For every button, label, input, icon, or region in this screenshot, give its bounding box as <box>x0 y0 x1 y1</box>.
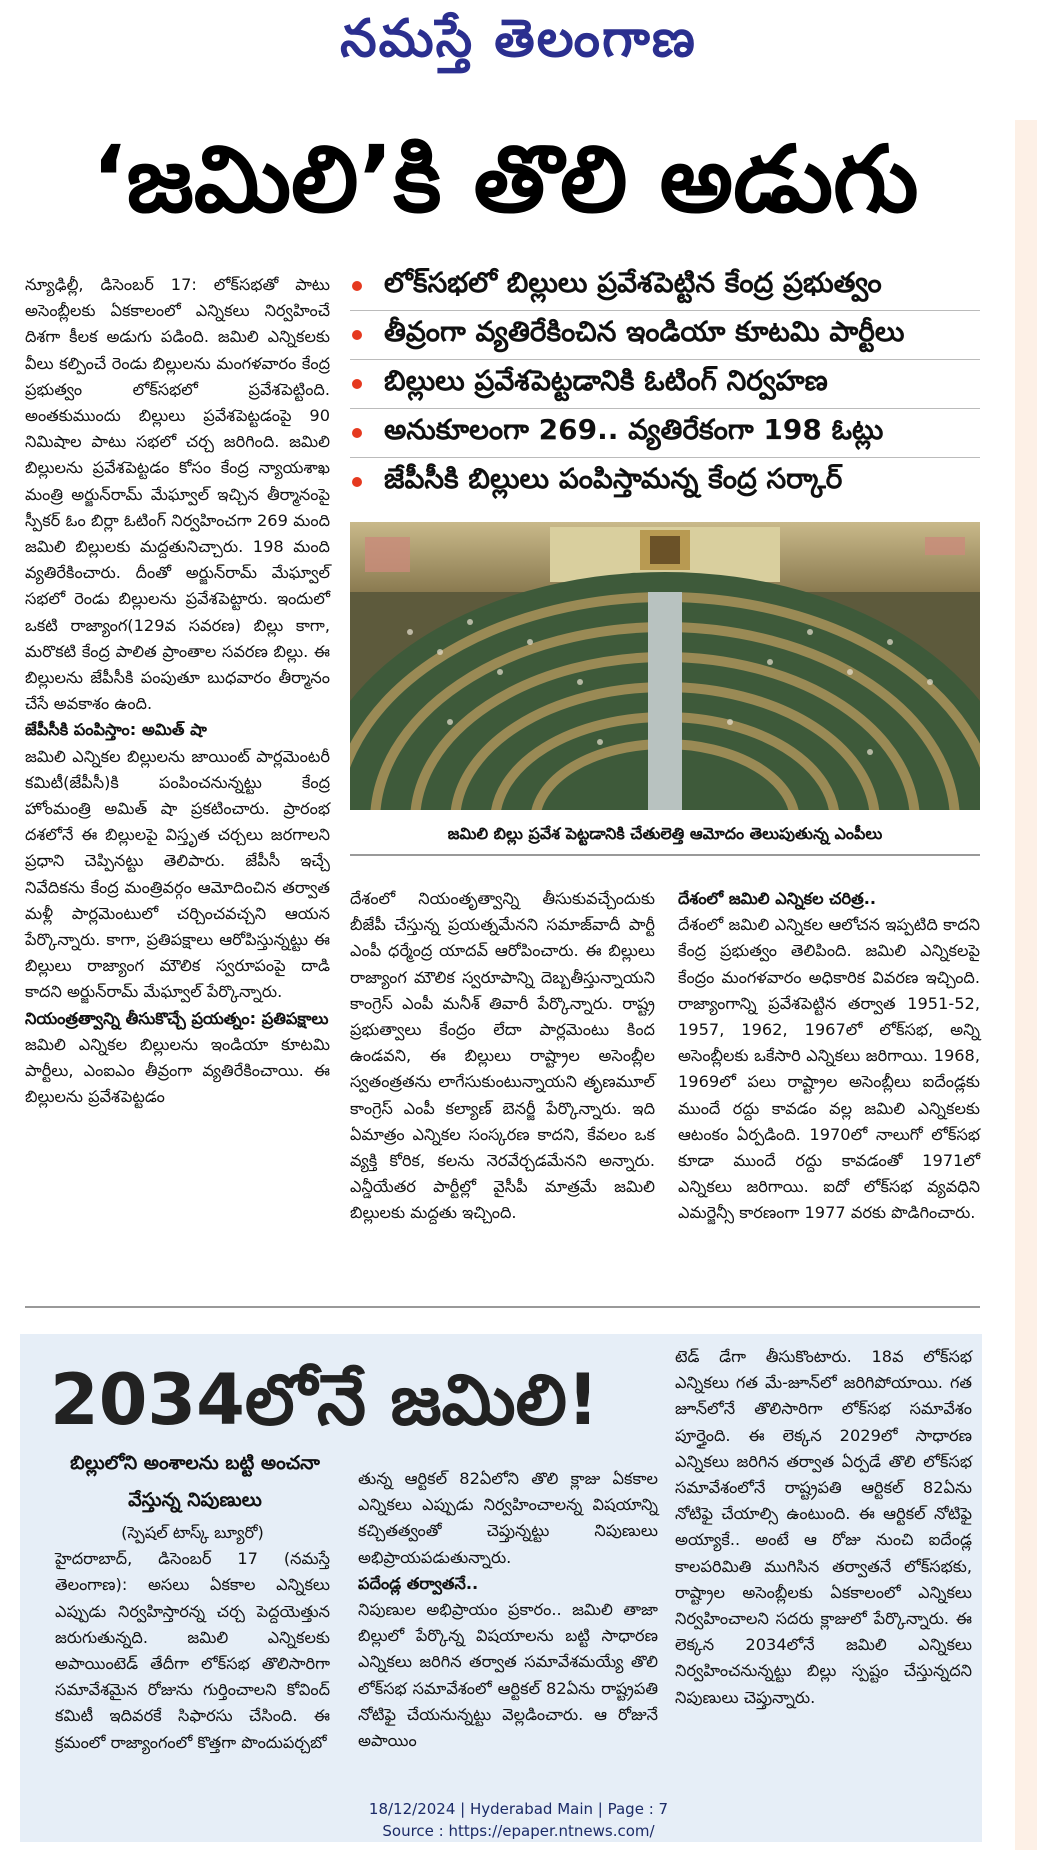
photo-caption: జమిలి బిల్లు ప్రవేశ పెట్టడానికి చేతులెత్తి ఆమోదం తెలుపుతున్న ఎంపీలు <box>350 814 980 856</box>
headline: ‘జమిలి’కి తొలి అడుగు <box>91 126 919 233</box>
highlight-item: లోక్‌సభలో బిల్లులు ప్రవేశపెట్టిన కేంద్ర ప్రభుత్వం <box>350 262 980 311</box>
bullet-dot-icon <box>352 477 362 487</box>
highlight-item: తీవ్రంగా వ్యతిరేకించిన ఇండియా కూటమి పార్టీలు <box>350 311 980 360</box>
box-subheadline: బిల్లులోని అంశాలను బట్టి అంచనా వేస్తున్న నిపుణులు <box>70 1452 320 1511</box>
right-paragraph-1: దేశంలో జమిలి ఎన్నికల ఆలోచన ఇప్పటిది కాదని కేంద్ర ప్రభుత్వం తెలిపింది. జమిలి ఎన్నికలపై కేంద్రం మంగళవారం అధికారిక వివరణ ఇచ్చింది. రాజ్యాంగాన్ని ప్రవేశపెట్టిన తర్వాత 1951-52, 1957, 1962, 1967లో లోక్‌సభ, అన్ని అసెంబ్లీలకు ఒకేసారి ఎన్నికలు జరిగాయి. 1968, 1969లో పలు రాష్ట్రాల అసెంబ్లీలు ఐదేండ్లకు ముందే రద్దు కావడం వల్ల జమిలి ఎన్నికలకు ఆటంకం ఏర్పడింది. 1970లో నాలుగో లోక్‌సభ కూడా ముందే రద్దు కావడంతో 1971లో ఎన్నికలు జరిగాయి. ఐదో లోక్‌సభ వ్యవధిని ఎమర్జెన్సీ కారణంగా 1977 వరకు పొడిగించారు. <box>678 915 980 1223</box>
box-column-3 <box>675 1344 972 1711</box>
right-subhead-1: దేశంలో జమిలి ఎన్నికల చరిత్ర.. <box>678 889 877 908</box>
box-col2-paragraph-2: నిపుణుల అభిప్రాయం ప్రకారం.. జమిలి తాజా బిల్లులో పేర్కొన్న విషయాలను బట్టి సాధారణ ఎన్నికలు జరిగిన తర్వాత సమావేశమయ్యే తొలి లోక్‌సభ సమావేశంలో ఆర్టికల్ 82ఏను రాష్ట్రపతి నోటిఫై చేయనున్నట్టు వెల్లడించారు. ఆ రోజునే అపాయిం <box>358 1600 658 1751</box>
left-paragraph-1: న్యూఢిల్లీ, డిసెంబర్ 17: లోక్‌సభతో పాటు అసెంబ్లీలకు ఏకకాలంలో ఎన్నికలు నిర్వహించే దిశగా కీలక అడుగు పడింది. జమిలి ఎన్నికలకు వీలు కల్పించే రెండు బిల్లులను మంగళవారం కేంద్ర ప్రభుత్వం లోక్‌సభలో ప్రవేశపెట్టింది. అంతకుముందు బిల్లులు ప్రవేశపెట్టడంపై 90 నిమిషాల పాటు సభలో చర్చ జరిగింది. జమిలి బిల్లులను ప్రవేశపెట్టడం కోసం కేంద్ర న్యాయశాఖ మంత్రి అర్జున్‌రామ్ మేఘ్వాల్ ఇచ్చిన తీర్మానంపై స్పీకర్ ఓం బిర్లా ఓటింగ్ నిర్వహించగా 269 మంది జమిలి బిల్లులకు మద్దతునిచ్చారు. 198 మంది వ్యతిరేకించారు. దీంతో అర్జున్‌రామ్ మేఘ్వాల్ సభలో రెండు బిల్లులను ప్రవేశపెట్టారు. ఇందులో ఒకటి రాజ్యాంగ(129వ సవరణ) బిల్లు కాగా, మరొకటి కేంద్ర పాలిత ప్రాంతాల సవరణ బిల్లు. ఈ బిల్లులను జేపీసీకి పంపుతూ బుధవారం తీర్మానం చేసే అవకాశం ఉంది. <box>25 275 330 714</box>
section-divider <box>25 1306 980 1308</box>
bullet-dot-icon <box>352 428 362 438</box>
box-col3-paragraph: టెడ్ డేగా తీసుకొంటారు. 18వ లోక్‌సభ ఎన్నికలు గత మే-జూన్‌లో జరిగిపోయాయి. గత జూన్‌లోనే తొలిసారిగా లోక్‌సభ సమావేశం పూర్తైంది. ఈ లెక్కన 2029లో సాధారణ ఎన్నికలు జరిగిన తర్వాత ఏర్పడే తొలి లోక్‌సభ సమావేశంలోనే రాష్ట్రపతి ఆర్టికల్ 82ఏను నోటిఫై చేయాల్సి ఉంటుంది. ఈ ఆర్టికల్ నోటిఫై అయ్యాకే.. అంటే ఆ రోజు నుంచి ఐదేండ్ల కాలపరిమితి ముగిసిన తర్వాతనే లోక్‌సభకు, రాష్ట్రాల అసెంబ్లీలకు ఏకకాలంలో ఎన్నికలు నిర్వహించాలని సదరు క్లాజులో పేర్కొన్నారు. ఈ లెక్కన 2034లోనే జమిలి ఎన్నికలు నిర్వహించనున్నట్టు బిల్లు స్పష్టం చేస్తున్నదని నిపుణులు చెప్తున్నారు. <box>675 1347 972 1707</box>
footer-edition-line: 18/12/2024 | Hyderabad Main | Page : 7 <box>368 1800 669 1818</box>
box-col1-paragraph: హైదరాబాద్, డిసెంబర్ 17 (నమస్తే తెలంగాణ): అసలు ఏకకాల ఎన్నికలు ఎప్పుడు నిర్వహిస్తారన్న చర్చ పెద్దయెత్తున జరుగుతున్నది. జమిలి ఎన్నికలకు అపాయింటెడ్ తేదీగా లోక్‌సభ తొలిసారిగా సమావేశమైన రోజును గుర్తించాలని కోవింద్ కమిటీ ఇదివరకే సిఫారసు చేసింది. ఈ క్రమంలో రాజ్యాంగంలో కొత్తగా పొందుపర్చబో <box>55 1549 330 1752</box>
box-col2-paragraph-1: తున్న ఆర్టికల్ 82ఏలోని తొలి క్లాజు ఏకకాల ఎన్నికలు ఎప్పుడు నిర్వహించాలన్న విషయాన్ని కచ్చితత్వంతో చెప్తున్నట్టు నిపుణులు అభిప్రాయపడుతున్నారు. <box>358 1469 658 1567</box>
highlight-item: బిల్లులు ప్రవేశపెట్టడానికి ఓటింగ్ నిర్వహణ <box>350 360 980 409</box>
left-paragraph-3: జమిలి ఎన్నికల బిల్లులను ఇండియా కూటమి పార్టీలు, ఎంఐఎం తీవ్రంగా వ్యతిరేకించాయి. ఈ బిల్లులను ప్రవేశపెట్టడం <box>25 1034 330 1107</box>
parliament-photo-illustration <box>350 522 980 810</box>
middle-column <box>350 886 655 1227</box>
left-column <box>25 272 330 1111</box>
highlight-item: జేపీసీకి బిల్లులు పంపిస్తామన్న కేంద్ర సర్కార్ <box>350 458 980 506</box>
left-subhead-2: నియంత్రత్వాన్ని తీసుకొచ్చే ప్రయత్నం: ప్రతిపక్షాలు <box>25 1008 329 1028</box>
bullet-dot-icon <box>352 281 362 291</box>
left-paragraph-2: జమిలి ఎన్నికల బిల్లులను జాయింట్ పార్లమెంటరీ కమిటీ(జేపీసీ)కి పంపించనున్నట్టు కేంద్ర హోంమంత్రి అమిత్ షా ప్రకటించారు. ప్రారంభ దశలోనే ఈ బిల్లులపై విస్తృత చర్చలు జరగాలని ప్రధాని చెప్పినట్టు తెలిపారు. జేపీసీ ఇచ్చే నివేదికను కేంద్ర మంత్రివర్గం ఆమోదించిన తర్వాత మళ్లీ పార్లమెంటులో చర్చించవచ్చని ఆయన పేర్కొన్నారు. కాగా, ప్రతిపక్షాలు ఆరోపిస్తున్నట్టు ఈ బిల్లులు రాజ్యాంగ మౌలిక స్వరూపంపై దాడి కాదని అర్జున్‌రామ్ మేఘ్వాల్ పేర్కొన్నారు. <box>25 746 330 1002</box>
highlight-item: అనుకూలంగా 269.. వ్యతిరేకంగా 198 ఓట్లు <box>350 409 980 458</box>
bullet-dot-icon <box>352 379 362 389</box>
box-column-2 <box>358 1466 658 1754</box>
box-byline: (స్పెషల్ టాస్క్ బ్యూరో) <box>121 1523 264 1542</box>
middle-paragraph-1: దేశంలో నియంతృత్వాన్ని తీసుకువచ్చేందుకు బీజేపీ చేస్తున్న ప్రయత్నమేనని సమాజ్‌వాదీ పార్టీ ఎంపీ ధర్మేంద్ర యాదవ్ ఆరోపించారు. ఈ బిల్లులు రాజ్యాంగ మౌలిక స్వరూపాన్ని దెబ్బతీస్తున్నాయని కాంగ్రెస్ ఎంపీ మనీశ్ తివారీ పేర్కొన్నారు. రాష్ట్ర ప్రభుత్వాలు కేంద్రం లేదా పార్లమెంటు కింద ఉండవని, ఈ బిల్లులు రాష్ట్రాల అసెంబ్లీల స్వతంత్రతను లాగేసుకుంటున్నాయని తృణమూల్ కాంగ్రెస్ ఎంపీ కల్యాణ్ బెనర్జీ పేర్కొన్నారు. ఇది ఏమాత్రం ఎన్నికల సంస్కరణ కాదని, కేవలం ఒక వ్యక్తి కోరిక, కలను నెరవేర్చడమేనని అన్నారు. ఎన్డీయేతర పార్టీల్లో వైసీపీ మాత్రమే జమిలి బిల్లులకు మద్దతు ఇచ్చింది. <box>350 889 655 1223</box>
right-column <box>678 886 980 1227</box>
page-footer <box>0 1798 1037 1842</box>
page-edge-strip <box>1015 120 1037 1850</box>
left-subhead-1: జేపీసీకి పంపిస్తాం: అమిత్ షా <box>25 720 207 740</box>
parliament-photo <box>350 522 980 810</box>
box-headline: 2034లోనే జమిలి! <box>50 1359 599 1441</box>
highlights-list <box>350 262 980 506</box>
bullet-dot-icon <box>352 330 362 340</box>
footer-source-line: Source : https://epaper.ntnews.com/ <box>382 1822 655 1840</box>
masthead-logo: నమస్తే తెలంగాణ <box>340 8 697 69</box>
box-column-1 <box>55 1520 330 1756</box>
box-col2-subhead: పదేండ్ల తర్వాతనే.. <box>358 1573 479 1593</box>
